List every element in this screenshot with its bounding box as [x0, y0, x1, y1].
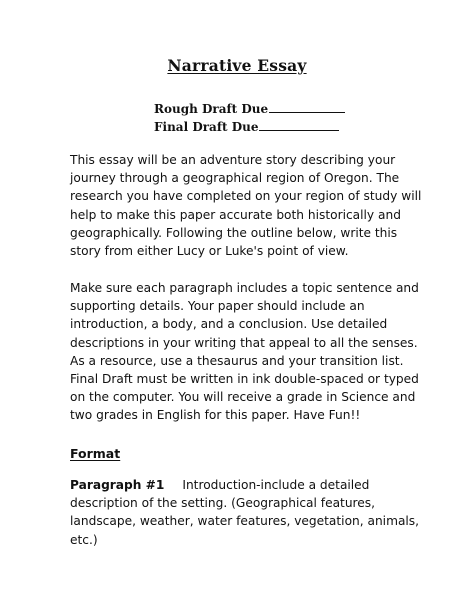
text-line: Final Draft must be written in ink double-spaced or typed — [70, 372, 419, 387]
final-draft-line — [154, 118, 345, 136]
final-draft-blank — [259, 118, 339, 131]
text-line: journey through a geographical region of Oregon. The — [70, 171, 400, 186]
text-line: Make sure each paragraph includes a topic sentence and — [70, 281, 419, 295]
document-title: Narrative Essay — [167, 56, 307, 75]
requirements-paragraph — [70, 279, 440, 425]
text-line — [70, 476, 440, 494]
text-line: geographically. Following the outline below, write this — [70, 225, 398, 240]
text-line: research you have completed on your region of study will — [70, 189, 422, 204]
text-line: supporting details. Your paper should include an — [70, 299, 365, 314]
rough-draft-line — [154, 100, 345, 118]
paragraph-text: Introduction-include a detailed — [182, 478, 370, 492]
format-heading: Format — [70, 446, 121, 461]
text-line: landscape, weather, water features, vegetation, animals, — [70, 514, 420, 529]
text-line: help to make this paper accurate both historically and — [70, 207, 401, 222]
text-line: This essay will be an adventure story describing your — [70, 153, 396, 167]
text-line: on the computer. You will receive a grade in Science and — [70, 390, 416, 405]
text-line: two grades in English for this paper. Have Fun!! — [70, 408, 361, 423]
paragraph-one-description — [70, 476, 440, 549]
text-line: description of the setting. (Geographical features, — [70, 496, 376, 511]
rough-draft-blank — [269, 100, 345, 113]
paragraph-label: Paragraph #1 — [70, 478, 165, 492]
due-dates — [154, 100, 345, 136]
text-line: descriptions in your writing that appeal to all the senses. — [70, 335, 418, 350]
rough-draft-label: Rough Draft Due — [154, 102, 269, 116]
text-line: introduction, a body, and a conclusion. Use detailed — [70, 317, 388, 332]
text-line: etc.) — [70, 532, 98, 547]
intro-paragraph — [70, 151, 440, 260]
text-line: As a resource, use a thesaurus and your transition list. — [70, 353, 404, 368]
final-draft-label: Final Draft Due — [154, 120, 259, 134]
text-line: story from either Lucy or Luke's point of view. — [70, 244, 349, 259]
